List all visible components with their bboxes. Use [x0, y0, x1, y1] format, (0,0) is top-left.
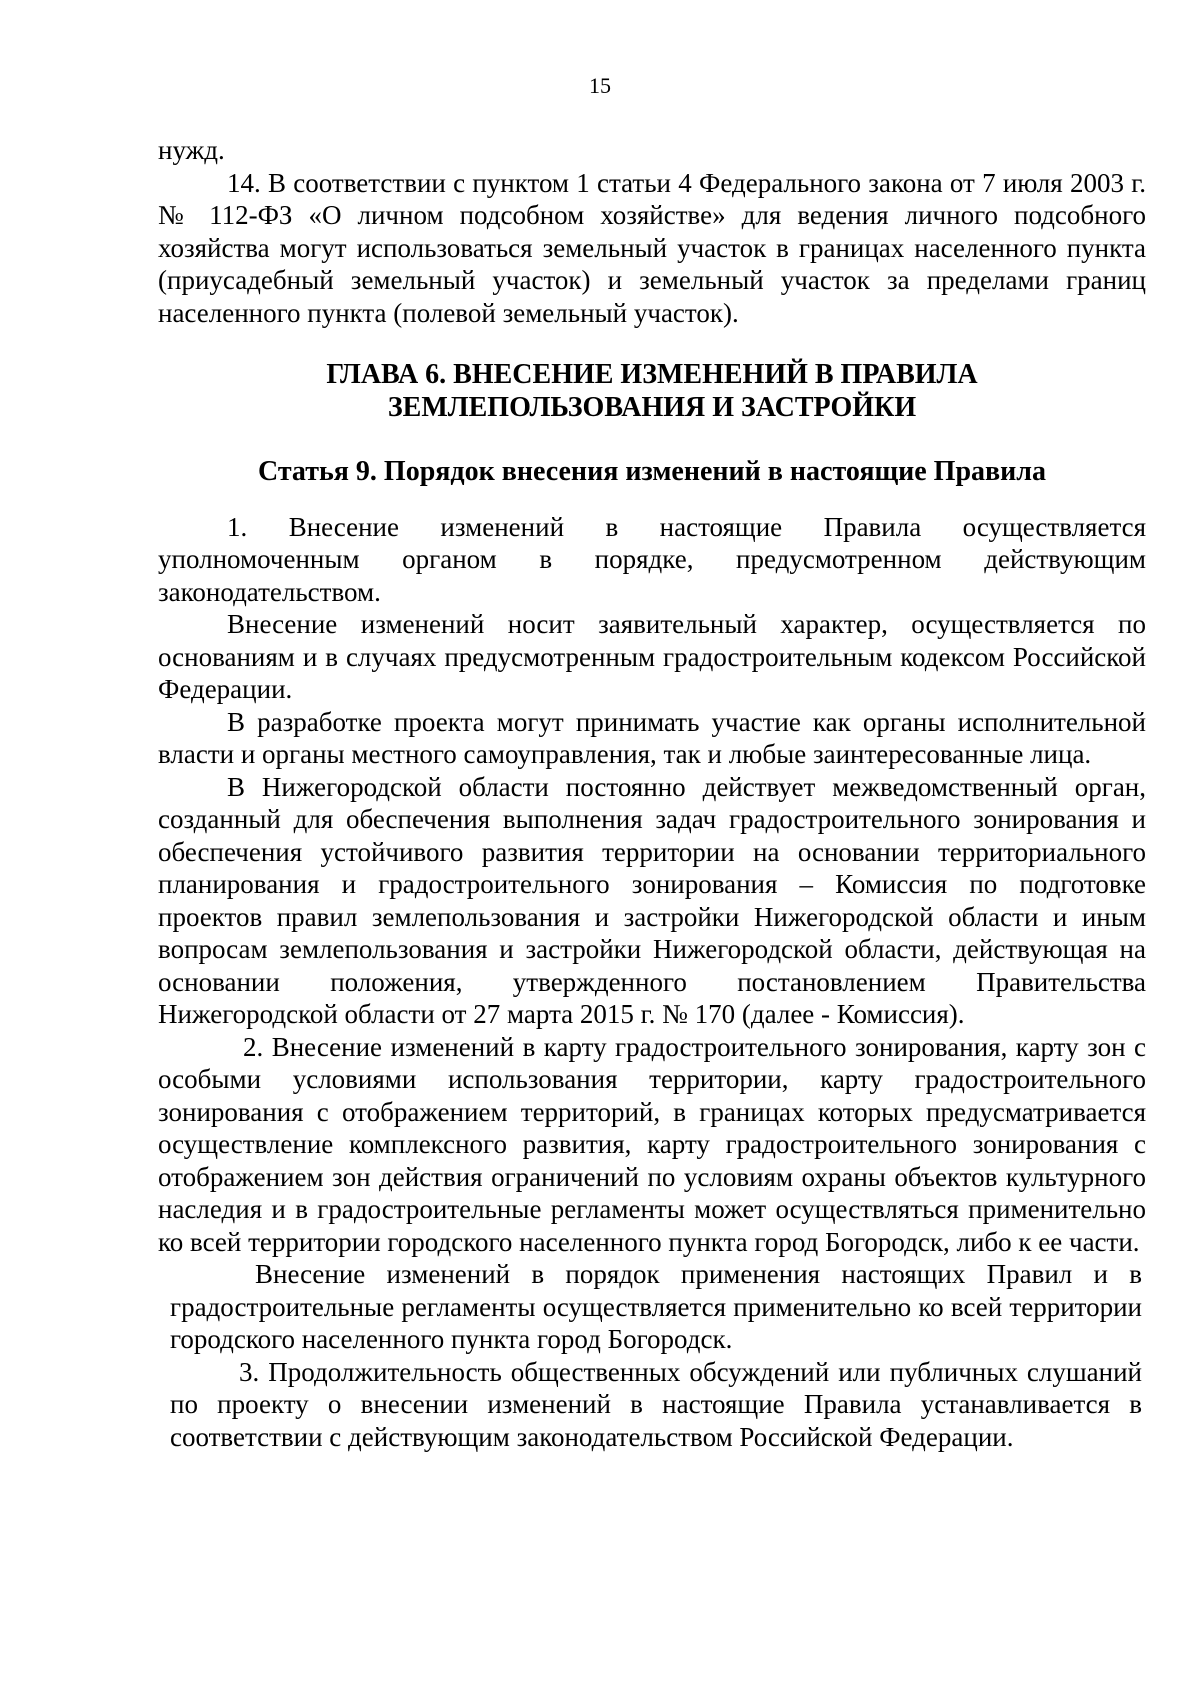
paragraph-item-14: 14. В соответствии с пунктом 1 статьи 4 Федерального закона от 7 июля 2003 г. № 112-ФЗ «О личном подсобном хозяйстве» для ведения личного подсобного хозяйства могут использоваться земельный участок в границах населенного пункта (приусадебный земельный участок) и земельный участок за пределами границ населенного пункта (полевой земельный участок).	[158, 167, 1146, 328]
paragraph: Внесение изменений в порядок применения настоящих Правил и в градостроительные регламенты осуществляется применительно ко всей территории городского населенного пункта город Богородск.	[170, 1259, 1142, 1354]
document-body	[158, 134, 1146, 1453]
paragraph-item-2: 2. Внесение изменений в карту градостроительного зонирования, карту зон с особыми условиями использования территории, карту градостроительного зонирования с отображением территорий, в границах которых предусматривается осуществление комплексного развития, карту градостроительного зонирования с отображением зон действия ограничений по условиям охраны объектов культурного наследия и в градостроительные регламенты может осуществляться применительно ко всей территории городского населенного пункта город Богородск, либо к ее части.	[158, 1031, 1146, 1257]
chapter-heading	[158, 359, 1146, 424]
page-number: 15	[589, 73, 611, 98]
paragraph: В Нижегородской области постоянно действует межведомственный орган, созданный для обеспечения выполнения задач градостроительного зонирования и обеспечения устойчивого развития территории на основании территориального планирования и градостроительного зонирования – Комиссия по подготовке проектов правил землепользования и застройки Нижегородской области и иным вопросам землепользования и застройки Нижегородской области, действующая на основании положения, утвержденного постановлением Правительства Нижегородской области от 27 марта 2015 г. № 170 (далее - Комиссия).	[158, 771, 1146, 1029]
article-heading: Статья 9. Порядок внесения изменений в настоящие Правила	[257, 456, 1046, 487]
paragraph-item-1: 1. Внесение изменений в настоящие Правила осуществляется уполномоченным органом в порядке, предусмотренном действующим законодательством.	[158, 511, 1146, 607]
paragraph-continuation: нужд.	[158, 135, 225, 165]
chapter-heading-line-1: ГЛАВА 6. ВНЕСЕНИЕ ИЗМЕНЕНИЙ В ПРАВИЛА	[326, 359, 978, 390]
paragraph: Внесение изменений носит заявительный характер, осуществляется по основаниям и в случаях предусмотренным градостроительным кодексом Российской Федерации.	[158, 609, 1146, 704]
chapter-heading-line-2: ЗЕМЛЕПОЛЬЗОВАНИЯ И ЗАСТРОЙКИ	[387, 391, 917, 423]
paragraph: В разработке проекта могут принимать участие как органы исполнительной власти и органы местного самоуправления, так и любые заинтересованные лица.	[158, 706, 1146, 769]
paragraph-item-3: 3. Продолжительность общественных обсуждений или публичных слушаний по проекту о внесении изменений в настоящие Правила устанавливается в соответствии с действующим законодательством Российской Федерации.	[170, 1356, 1142, 1452]
